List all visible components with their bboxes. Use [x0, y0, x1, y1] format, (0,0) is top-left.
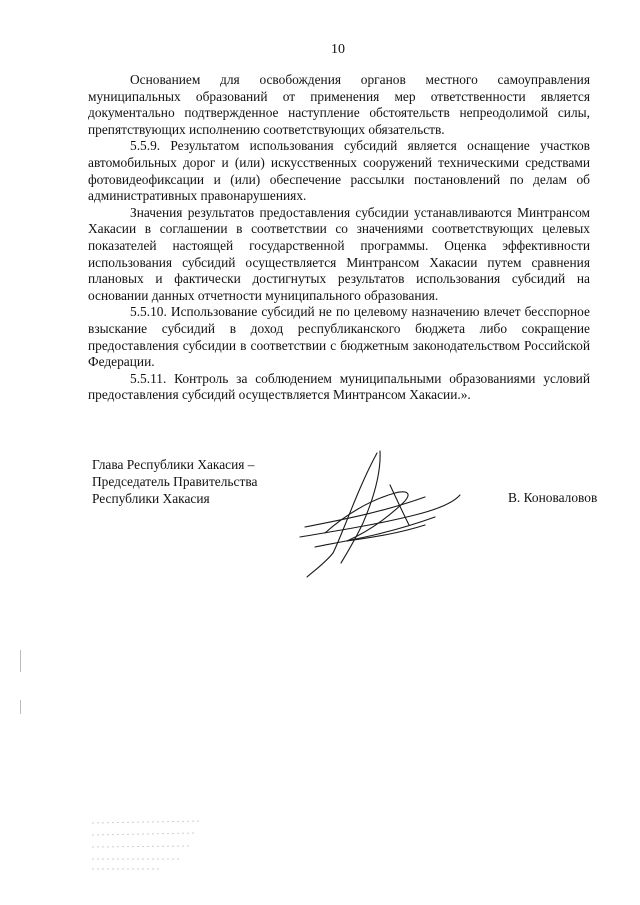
paragraph-5-5-10: 5.5.10. Использование субсидий не по целевому назначению влечет бесспорное взыскание субсидий в доход республиканского бюджета либо сокращение предоставления субсидии в соответствии с бюджетным законодательством Российской Федерации.: [88, 304, 590, 370]
paragraph-force-majeure: Основанием для освобождения органов местного самоуправления муниципальных образований от применения мер ответственности является документально подтвержденное наступление обстоятельств непреодолимой силы, препятствующих исполнению соответствующих обязательств.: [88, 72, 590, 137]
signer-name: В. Коноваловов: [508, 490, 598, 505]
signatory-title: [92, 456, 257, 507]
signatory-title-line: Глава Республики Хакасия –: [92, 457, 255, 472]
paragraph-5-5-11: 5.5.11. Контроль за соблюдением муниципальными образованиями условий предоставления субсидий осуществляется Минтрансом Хакасии.».: [88, 370, 590, 403]
faded-registration-stamp: [92, 815, 212, 875]
paragraph-result-values: Значения результатов предоставления субсидии устанавливаются Минтрансом Хакасии в соглашении в соответствии со значениями соответствующих целевых показателей настоящей государственной программы. Оценка эффективности использования субсидий осуществляется Минтрансом Хакасии путем сравнения плановых и фактически достигнутых результатов использования субсидий на основании данных отчетности муниципального образования.: [88, 204, 590, 303]
paragraph-5-5-9: 5.5.9. Результатом использования субсидий является оснащение участков автомобильных дорог и (или) искусственных сооружений техническими средствами фотовидеофиксации и (или) обеспечение рассылки постановлений по делам об административных правонарушениях.: [88, 138, 590, 204]
signatory-title-line: Председатель Правительства: [92, 474, 258, 489]
scan-margin-mark: [20, 650, 21, 672]
document-body: [88, 72, 590, 404]
signatory-title-line: Республики Хакасия: [92, 491, 210, 506]
page-number: 10: [331, 42, 345, 57]
scan-margin-mark: [20, 700, 21, 714]
handwritten-signature: [285, 445, 485, 585]
